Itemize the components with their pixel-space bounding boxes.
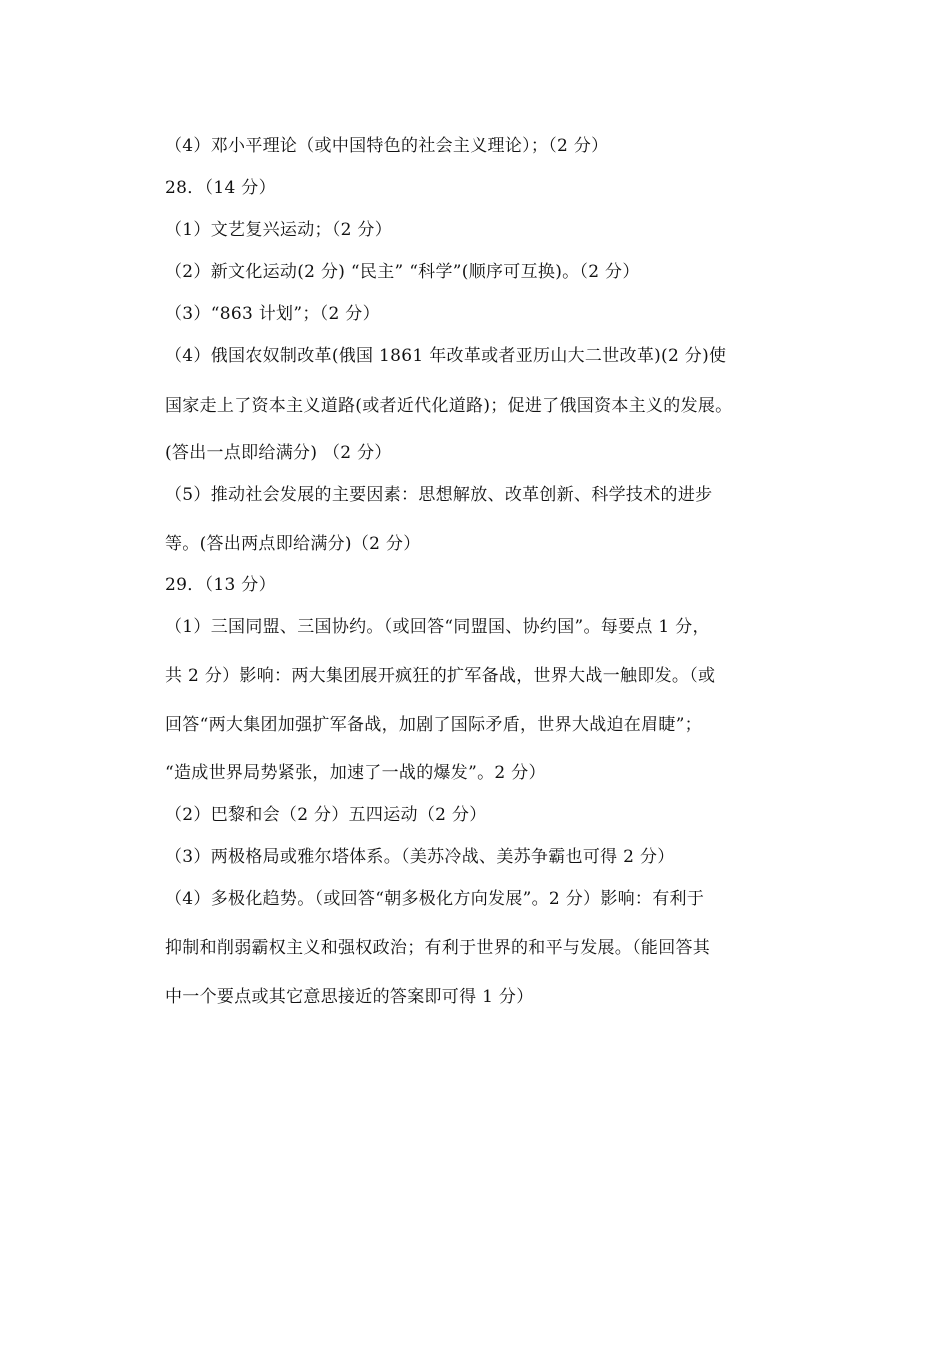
question-28-heading: 28．（14 分） (165, 178, 276, 198)
answer-28-5-line-1: （5）推动社会发展的主要因素：思想解放、改革创新、科学技术的进步 (165, 485, 713, 505)
answer-29-4-line-2: 抑制和削弱霸权主义和强权政治；有利于世界的和平与发展。（能回答其 (165, 938, 711, 958)
answer-29-1-line-3: 回答“两大集团加强扩军备战，加剧了国际矛盾，世界大战迫在眉睫”； (165, 715, 702, 735)
answer-28-4-line-3: (答出一点即给满分) （2 分） (165, 443, 392, 463)
answer-28-2: （2）新文化运动(2 分) “民主” “科学”(顺序可互换)。（2 分） (165, 262, 640, 282)
question-29-heading: 29．（13 分） (165, 575, 276, 595)
answer-28-3: （3）“863 计划”；（2 分） (165, 304, 380, 324)
answer-29-1-line-2: 共 2 分）影响：两大集团展开疯狂的扩军备战，世界大战一触即发。（或 (165, 666, 716, 686)
answer-28-4-line-1: （4）俄国农奴制改革(俄国 1861 年改革或者亚历山大二世改革)(2 分)使 (165, 346, 727, 366)
answer-28-1: （1）文艺复兴运动；（2 分） (165, 220, 393, 240)
answer-27-4: （4）邓小平理论（或中国特色的社会主义理论）；（2 分） (165, 136, 609, 156)
answer-29-2: （2）巴黎和会（2 分）五四运动（2 分） (165, 805, 487, 825)
answer-28-4-line-2: 国家走上了资本主义道路(或者近代化道路)；促进了俄国资本主义的发展。 (165, 396, 733, 416)
answer-29-1-line-1: （1）三国同盟、三国协约。（或回答“同盟国、协约国”。每要点 1 分， (165, 617, 710, 637)
answer-28-5-line-2: 等。(答出两点即给满分)（2 分） (165, 534, 421, 554)
answer-29-3: （3）两极格局或雅尔塔体系。（美苏冷战、美苏争霸也可得 2 分） (165, 847, 675, 867)
answer-29-4-line-3: 中一个要点或其它意思接近的答案即可得 1 分） (165, 987, 534, 1007)
answer-29-4-line-1: （4）多极化趋势。（或回答“朝多极化方向发展”。2 分）影响：有利于 (165, 889, 705, 909)
answer-29-1-line-4: “造成世界局势紧张，加速了一战的爆发”。2 分） (165, 763, 546, 783)
